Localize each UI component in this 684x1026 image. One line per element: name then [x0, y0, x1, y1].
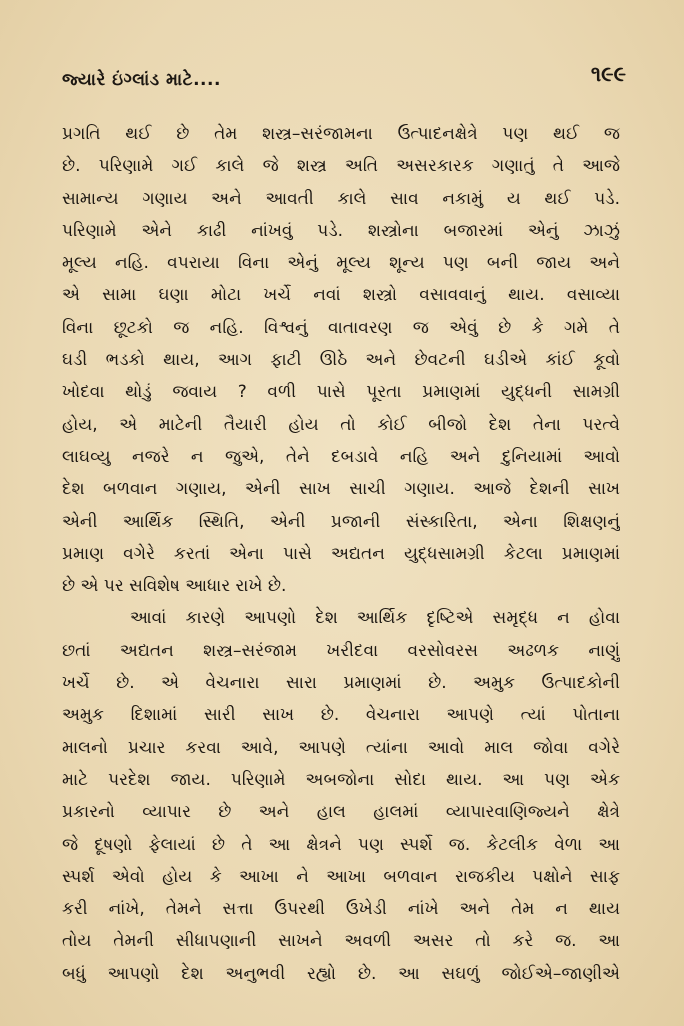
page-number: ૧૯૯ [590, 62, 626, 86]
text-line: ઘડી ભડકો થાય, આગ ફાટી ઊઠે અને છેવટની ઘડીએ કાંઈ કૂવો [62, 350, 620, 371]
text-line: આવાં કારણે આપણો દેશ આર્થિક દૃષ્ટિએ સમૃદ્ધ ન હોવા [130, 608, 620, 629]
text-line: જે દૂષણો ફેલાયાં છે તે આ ક્ષેત્રને પણ સ્પર્શે જ. કેટલીક વેળા આ [62, 834, 620, 855]
text-line: ખર્ચે છે. એ વેચનારા સારા પ્રમાણમાં છે. અમુક ઉત્પાદકોની [62, 673, 620, 694]
text-line: હોય, એ માટેની તૈયારી હોય તો કોઈ બીજો દેશ તેના પરત્વે [62, 414, 620, 435]
text-line: માલનો પ્રચાર કરવા આવે, આપણે ત્યાંના આવો માલ જોવા વગેરે [62, 737, 620, 758]
text-line: સામાન્ય ગણાય અને આવતી કાલે સાવ નકામું ય થઈ પડે. [62, 188, 620, 209]
text-line: છે. પરિણામે ગઈ કાલે જે શસ્ત્ર અતિ અસરકારક ગણાતું તે આજે [62, 156, 620, 177]
text-line: પ્રગતિ થઈ છે તેમ શસ્ત્ર–સરંજામના ઉત્પાદનક્ષેત્રે પણ થઈ જ [62, 124, 620, 144]
text-line: વિના છૂટકો જ નહિ. વિશ્વનું વાતાવરણ જ એવું છે કે ગમે તે [62, 317, 620, 338]
text-line: કરી નાંખે, તેમને સત્તા ઉપરથી ઉખેડી નાંખે અને તેમ ન થાય [62, 899, 620, 920]
text-line: પ્રમાણ વગેરે કરતાં એના પાસે અદ્યતન યુદ્ધસામગ્રી કેટલા પ્રમાણમાં [62, 543, 620, 564]
text-line: એની આર્થિક સ્થિતિ, એની પ્રજાની સંસ્કારિતા, એના શિક્ષણનું [62, 511, 620, 532]
text-line: બધું આપણો દેશ અનુભવી રહ્યો છે. આ સઘળું જોઈએ–જાણીએ [62, 963, 620, 984]
text-line: લાઘવ્યુ નજરે ન જુએ, તેને દબડાવે નહિ અને દુનિયામાં આવો [62, 446, 620, 467]
paragraph-2 [62, 602, 620, 990]
running-header [62, 62, 626, 100]
text-line: દેશ બળવાન ગણાય, એની સાખ સાચી ગણાય. આજે દેશની સાખ [62, 479, 620, 500]
text-line: છે એ પર સવિશેષ આધાર રાખે છે. [62, 576, 287, 597]
text-line: પ્રકારનો વ્યાપાર છે અને હાલ હાલમાં વ્યાપારવાણિજ્યને ક્ષેત્રે [62, 802, 620, 823]
text-line: પરિણામે એને કાઢી નાંખવું પડે. શસ્ત્રોના બજારમાં એનું ઝાઝું [62, 220, 620, 241]
text-line: ખોદવા થોડું જવાય ? વળી પાસે પૂરતા પ્રમાણમાં યુદ્ધની સામગ્રી [62, 382, 620, 403]
text-line: અમુક દિશામાં સારી સાખ છે. વેચનારા આપણે ત્યાં પોતાના [62, 705, 620, 726]
text-line: મૂલ્ય નહિ. વપરાયા વિના એનું મૂલ્ય શૂન્ય પણ બની જાય અને [62, 253, 620, 274]
text-line: છતાં અદ્યતન શસ્ત્ર–સરંજામ ખરીદવા વરસોવરસ અઢળક નાણું [62, 640, 620, 661]
text-line: એ સામા ઘણા મોટા ખર્ચે નવાં શસ્ત્રો વસાવવાનું થાય. વસાવ્યા [62, 285, 620, 306]
body-text [62, 118, 620, 990]
text-line: માટે પરદેશ જાય. પરિણામે અબજોના સોદા થાય. આ પણ એક [62, 769, 620, 790]
paragraph-1 [62, 118, 620, 602]
running-head-title: જ્યારે ઇંગ્લાંડ માટે.... [62, 70, 221, 90]
text-line: સ્પર્શ એવો હોય કે આખા ને આખા બળવાન રાજકીય પક્ષોને સાફ [62, 866, 620, 887]
text-line: તોય તેમની સીધાપણાની સાખને અવળી અસર તો કરે જ. આ [62, 931, 620, 952]
